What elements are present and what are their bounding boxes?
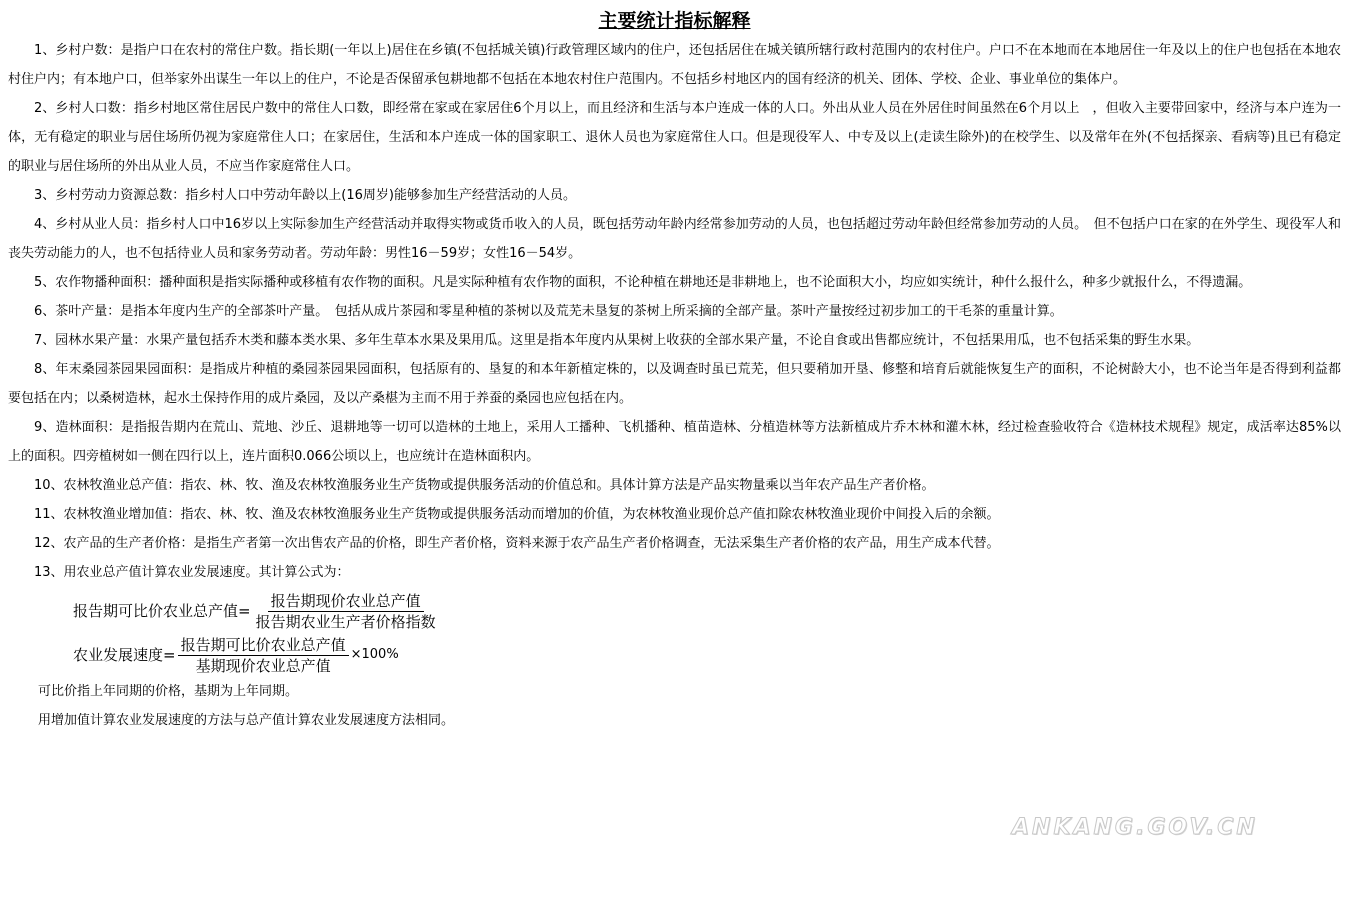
paragraph-afforestation-area: 9、造林面积：是指报告期内在荒山、荒地、沙丘、退耕地等一切可以造林的土地上，采用人工播种、飞机播种、植苗造林、分植造林等方法新植成片乔木林和灌木林，经过检查验收符合《造林技术规程》规定，成活率达85%以上的面积。四旁植树如一侧在四行以上，连片面积0.066公顷以上，也应统计在造林面积内。 (8, 420, 1341, 464)
site-watermark: ANKANG.GOV.CN (1012, 815, 1258, 840)
page-title: 主要统计指标解释 (598, 10, 751, 32)
formula-lhs: 报告期可比价农业总产值 (73, 602, 239, 620)
paragraph-labor-resources: 3、乡村劳动力资源总数：指乡村人口中劳动年龄以上(16周岁)能够参加生产经营活动的人员。 (34, 188, 576, 203)
paragraph-gross-output: 10、农林牧渔业总产值：指农、林、牧、渔及农林牧渔服务业生产货物或提供服务活动的价值总和。具体计算方法是产品实物量乘以当年农产品生产者价格。 (34, 478, 935, 493)
formula-fraction (178, 635, 349, 676)
paragraph-orchard-area: 8、年末桑园茶园果园面积：是指成片种植的桑园茶园果园面积，包括原有的、垦复的和本年新植定株的，以及调查时虽已荒芜，但只要稍加开垦、修整和培育后就能恢复生产的面积，不论树龄大小，也不论当年是否得到利益都要包括在内；以桑树造林，起水土保持作用的成片桑园，及以产桑椹为主而不用于养蚕的桑园也应包括在内。 (8, 362, 1341, 406)
paragraph-sown-area: 5、农作物播种面积：播种面积是指实际播种或移植有农作物的面积。凡是实际种植有农作物的面积，不论种植在耕地还是非耕地上，也不论面积大小，均应如实统计，种什么报什么，种多少就报什么，不得遗漏。 (34, 275, 1252, 290)
formula-growth-rate (73, 633, 1341, 677)
formula-equals: = (163, 646, 176, 664)
paragraph-rural-employees: 4、乡村从业人员：指乡村人口中16岁以上实际参加生产经营活动并取得实物或货币收入的人员，既包括劳动年龄内经常参加劳动的人员，也包括超过劳动年龄但经常参加劳动的人员。 但不包括户口在家的在外学生、现役军人和丧失劳动能力的人，也不包括待业人员和家务劳动者。劳动年龄：男性16－59岁；女性16－54岁。 (8, 217, 1341, 261)
formula-block (73, 589, 1341, 677)
formula-equals: = (238, 602, 251, 620)
paragraph-rural-households: 1、乡村户数：是指户口在农村的常住户数。指长期(一年以上)居住在乡镇(不包括城关镇)行政管理区域内的住户，还包括居住在城关镇所辖行政村范围内的农村住户。户口不在本地而在本地居住一年及以上的住户也包括在本地农村住户内；有本地户口，但举家外出谋生一年以上的住户，不论是否保留承包耕地都不包括在本地农村住户范围内。不包括乡村地区内的国有经济的机关、团体、学校、企业、事业单位的集体户。 (8, 43, 1341, 87)
formula-numerator: 报告期可比价农业总产值 (178, 635, 349, 656)
formula-lhs: 农业发展速度 (73, 646, 164, 664)
paragraph-value-added: 11、农林牧渔业增加值：指农、林、牧、渔及农林牧渔服务业生产货物或提供服务活动而增加的价值，为农林牧渔业现价总产值扣除农林牧渔业现价中间投入后的余额。 (34, 507, 1000, 522)
paragraph-growth-rate-intro: 13、用农业总产值计算农业发展速度。其计算公式为： (34, 565, 350, 580)
note-value-added-method: 用增加值计算农业发展速度的方法与总产值计算农业发展速度方法相同。 (38, 713, 455, 728)
document-page (8, 8, 1341, 735)
note-comparable-price: 可比价指上年同期的价格，基期为上年同期。 (38, 684, 299, 699)
formula-suffix: ×100% (350, 647, 399, 662)
formula-denominator: 基期现价农业总产值 (195, 656, 331, 675)
formula-fraction (253, 591, 439, 632)
paragraph-producer-price: 12、农产品的生产者价格：是指生产者第一次出售农产品的价格，即生产者价格，资料来源于农产品生产者价格调查，无法采集生产者价格的农产品，用生产成本代替。 (34, 536, 1000, 551)
formula-numerator: 报告期现价农业总产值 (268, 591, 424, 612)
paragraph-tea-output: 6、茶叶产量：是指本年度内生产的全部茶叶产量。 包括从成片茶园和零星种植的茶树以及荒芜未垦复的茶树上所采摘的全部产量。茶叶产量按经过初步加工的干毛茶的重量计算。 (34, 304, 1063, 319)
formula-denominator: 报告期农业生产者价格指数 (255, 612, 436, 631)
formula-comparable-output (73, 589, 1341, 633)
paragraph-rural-population: 2、乡村人口数：指乡村地区常住居民户数中的常住人口数，即经常在家或在家居住6个月以上，而且经济和生活与本户连成一体的人口。外出从业人员在外居住时间虽然在6个月以上 ，但收入主要带回家中，经济与本户连为一体，无有稳定的职业与居住场所仍视为家庭常住人口；在家居住，生活和本户连成一体的国家职工、退休人员也为家庭常住人口。但是现役军人、中专及以上(走读生除外)的在校学生、以及常年在外(不包括探亲、看病等)且已有稳定的职业与居住场所的外出从业人员，不应当作家庭常住人口。 (8, 101, 1341, 174)
paragraph-fruit-output: 7、园林水果产量：水果产量包括乔木类和藤本类水果、多年生草本水果及果用瓜。这里是指本年度内从果树上收获的全部水果产量，不论自食或出售都应统计，不包括果用瓜，也不包括采集的野生水果。 (34, 333, 1200, 348)
